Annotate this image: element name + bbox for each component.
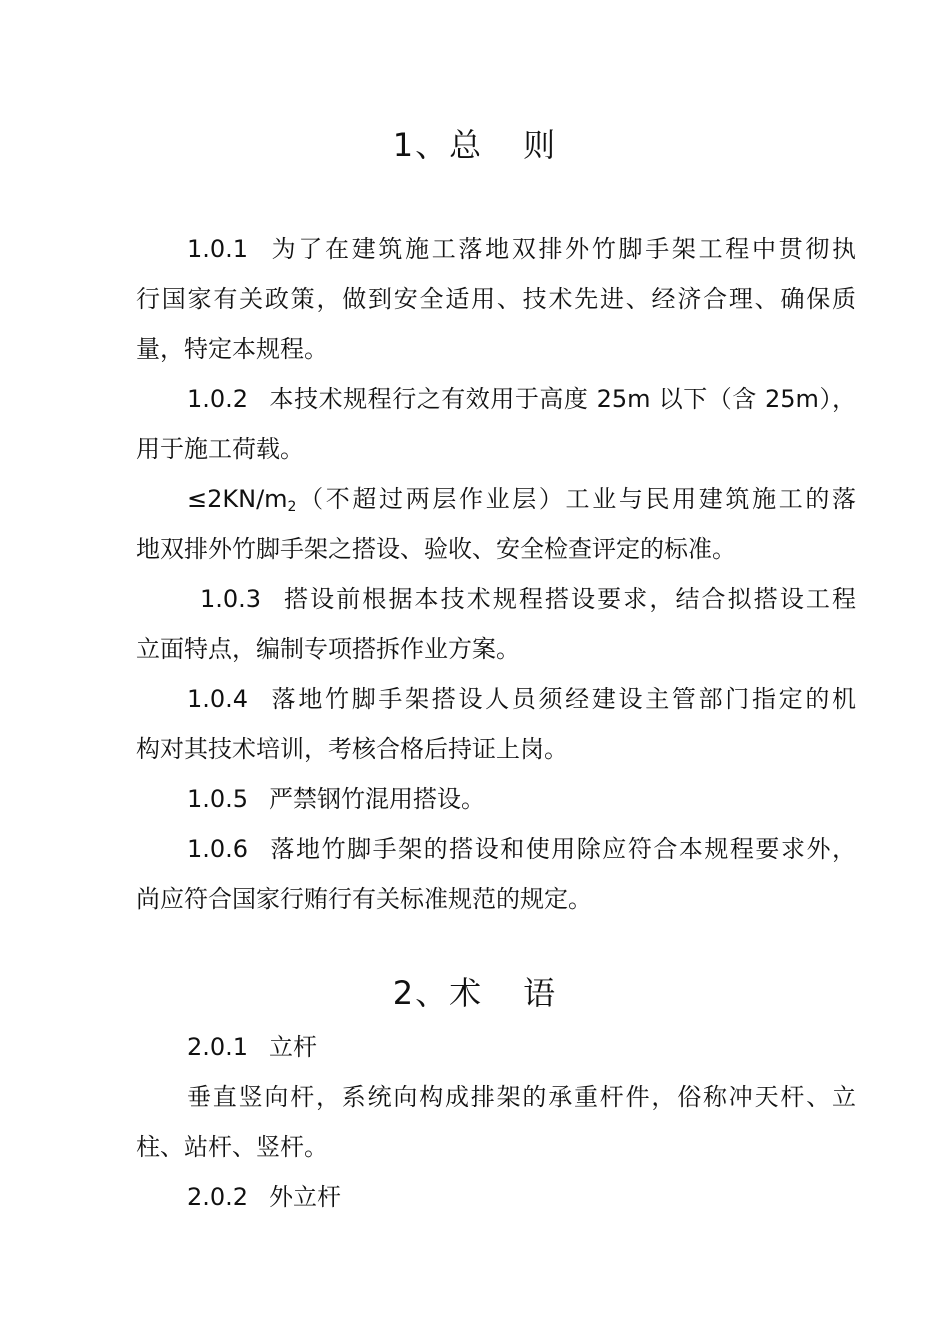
load-limit-subscript: 2 (287, 499, 297, 515)
section-1-heading-word: 则 (523, 126, 558, 164)
clause-1-0-2-line-4: 地双排外竹脚手架之搭设、验收、安全检查评定的标准。 (136, 535, 736, 563)
clause-text: 为了在建筑施工落地双排外竹脚手架工程中贯彻执 (269, 235, 856, 263)
clause-1-0-1-line-1 (187, 233, 856, 265)
clause-text: 严禁钢竹混用搭设。 (269, 785, 485, 813)
clause-1-0-3-line-2: 立面特点，编制专项搭拆作业方案。 (136, 635, 520, 663)
term-name: 立杆 (269, 1033, 317, 1061)
clause-1-0-2-line-2: 用于施工荷载。 (136, 435, 304, 463)
clause-1-0-4-line-1 (187, 683, 856, 715)
load-limit: ≤2KN/m (187, 485, 288, 513)
clause-number: 1.0.1 (187, 235, 249, 263)
clause-1-0-3-line-1 (200, 583, 856, 615)
clause-number: 1.0.5 (187, 785, 249, 813)
clause-number: 2.0.2 (187, 1183, 249, 1211)
clause-number: 1.0.3 (200, 585, 262, 613)
term-2-0-1-definition-line-2: 柱、站杆、竖杆。 (136, 1133, 328, 1161)
clause-text: 本技术规程行之有效用于高度 25m 以下（含 25m）， (269, 385, 856, 413)
clause-number: 1.0.2 (187, 385, 249, 413)
term-2-0-2-title (187, 1181, 856, 1213)
clause-text: 落地竹脚手架的搭设和使用除应符合本规程要求外， (269, 835, 856, 863)
section-1-heading-number: 1、总 (392, 126, 484, 164)
clause-number: 1.0.6 (187, 835, 249, 863)
clause-1-0-6-line-2: 尚应符合国家行贿行有关标准规范的规定。 (136, 885, 592, 913)
section-2-heading-number: 2、术 (392, 974, 484, 1012)
clause-1-0-4-line-2: 构对其技术培训，考核合格后持证上岗。 (136, 735, 568, 763)
clause-number: 1.0.4 (187, 685, 249, 713)
clause-1-0-2-line-1 (187, 383, 856, 415)
term-2-0-1-title (187, 1031, 856, 1063)
clause-1-0-1-line-2: 行国家有关政策，做到安全适用、技术先进、经济合理、确保质 (136, 285, 856, 313)
term-name: 外立杆 (269, 1183, 341, 1211)
clause-number: 2.0.1 (187, 1033, 249, 1061)
clause-1-0-2-line-3 (187, 483, 856, 523)
clause-1-0-5-line-1 (187, 783, 856, 815)
term-2-0-1-definition-line-1: 垂直竖向杆，系统向构成排架的承重杆件，俗称冲天杆、立 (187, 1083, 856, 1111)
clause-text: 落地竹脚手架搭设人员须经建设主管部门指定的机 (269, 685, 856, 713)
section-2-heading-word: 语 (523, 974, 558, 1012)
section-2-heading (0, 973, 950, 1013)
clause-text: （不超过两层作业层）工业与民用建筑施工的落 (296, 485, 856, 513)
clause-1-0-6-line-1 (187, 833, 856, 865)
clause-text: 搭设前根据本技术规程搭设要求，结合拟搭设工程 (282, 585, 856, 613)
clause-1-0-1-line-3: 量，特定本规程。 (136, 335, 328, 363)
section-1-heading (0, 125, 950, 165)
